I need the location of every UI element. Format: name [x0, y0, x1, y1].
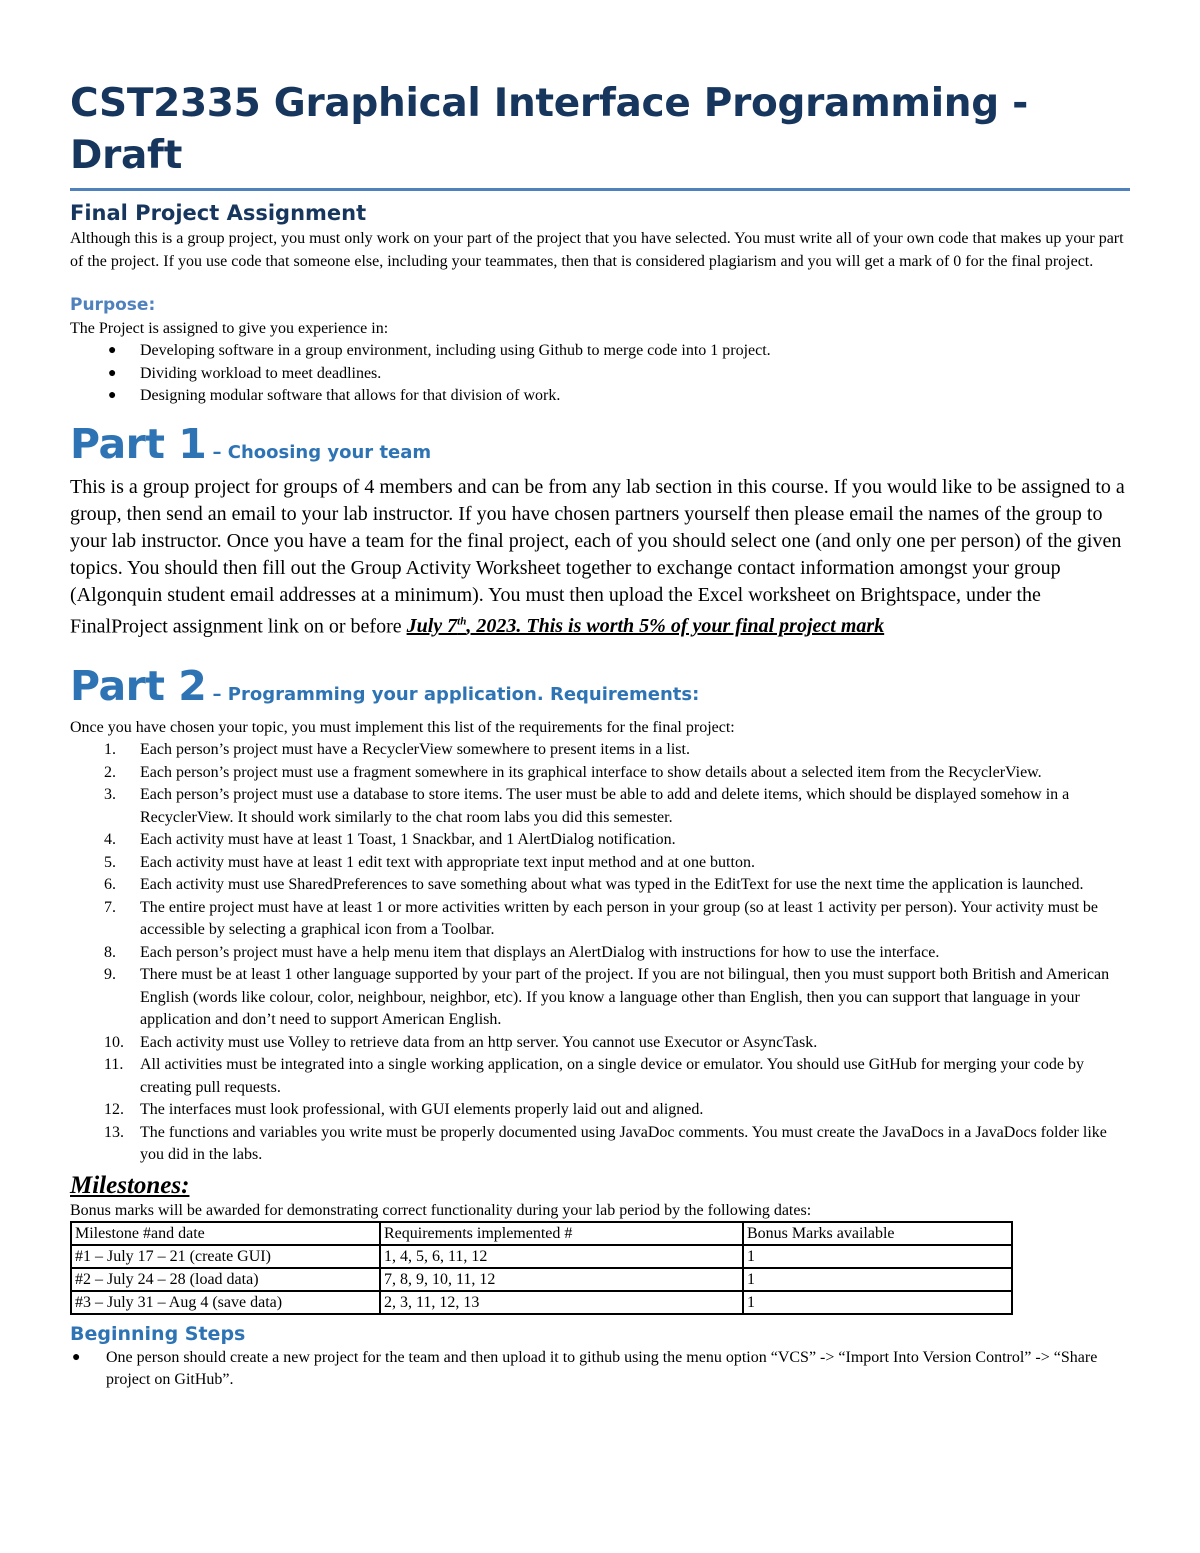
part2-label: Part 2: [70, 662, 207, 711]
requirements-list: [70, 739, 1130, 1167]
part1-deadline: July 7th, 2023. This is worth 5% of your final project mark: [406, 615, 885, 638]
list-item: 7. The entire project must have at least 1 or more activities written by each person in your group (so at least 1 activity per person). Your activity must be accessible by selecting a graphical icon from a Toolbar.: [104, 898, 1098, 939]
milestones-heading: Milestones:: [70, 1171, 190, 1199]
table-cell: #1 – July 17 – 21 (create GUI): [71, 1245, 380, 1268]
part2-subtitle: – Programming your application. Requirements:: [206, 684, 700, 706]
list-item: 1. Each person’s project must have a RecyclerView somewhere to present items in a list.: [104, 741, 690, 759]
list-item: ● Designing modular software that allows for that division of work.: [70, 385, 1130, 408]
list-item: 4. Each activity must have at least 1 Toast, 1 Snackbar, and 1 AlertDialog notification.: [104, 831, 676, 849]
table-cell: 1: [743, 1268, 1012, 1291]
purpose-lead: The Project is assigned to give you experience in:: [70, 320, 389, 337]
page-title: CST2335 Graphical Interface Programming - Draft: [70, 78, 1130, 191]
table-header-cell: Requirements implemented #: [380, 1222, 743, 1245]
table-cell: 1, 4, 5, 6, 11, 12: [380, 1245, 743, 1268]
bullet-icon: ●: [72, 1349, 81, 1365]
list-item: 12. The interfaces must look professional, with GUI elements properly laid out and aligned.: [104, 1101, 704, 1119]
table-row: [71, 1291, 1012, 1314]
purpose-list: [70, 340, 1130, 408]
part1-subtitle: – Choosing your team: [206, 441, 432, 463]
final-project-intro: Although this is a group project, you must only work on your part of the project that you have selected. You must write all of your own code that makes up your part of the project. If you use code that someone else, including your teammates, then that is considered plagiarism and you will get a mark of 0 for the final project.: [70, 230, 1124, 270]
bullet-icon: ●: [108, 365, 117, 381]
milestones-table: [70, 1221, 1013, 1315]
milestones-lead: Bonus marks will be awarded for demonstrating correct functionality during your lab period by the following dates:: [70, 1201, 812, 1219]
table-header-cell: Milestone #and date: [71, 1222, 380, 1245]
list-item: 11. All activities must be integrated into a single working application, on a single device or emulator. You should use GitHub for merging your code by creating pull requests.: [104, 1056, 1084, 1096]
list-item: 3. Each person’s project must use a database to store items. The user must be able to add and delete items, which should be displayed somehow in a RecyclerView. It should work similarly to the chat room labs you did this semester.: [104, 786, 1070, 826]
bullet-icon: ●: [108, 343, 117, 358]
table-cell: #3 – July 31 – Aug 4 (save data): [71, 1291, 380, 1314]
table-row: [71, 1245, 1012, 1268]
list-item: 8. Each person’s project must have a help menu item that displays an AlertDialog with instructions for how to use the interface.: [104, 943, 940, 961]
table-cell: 7, 8, 9, 10, 11, 12: [380, 1268, 743, 1291]
list-item: 5. Each activity must have at least 1 edit text with appropriate text input method and at one button.: [104, 853, 755, 871]
beginning-steps-list: [70, 1347, 1130, 1392]
part2-heading: [70, 658, 1130, 716]
list-item: 13. The functions and variables you write must be properly documented using JavaDoc comments. You must create the JavaDocs in a JavaDocs folder like you did in the labs.: [104, 1123, 1107, 1164]
part1-label: Part 1: [70, 419, 207, 468]
list-item: 10. Each activity must use Volley to retrieve data from an http server. You cannot use Executor or AsyncTask.: [104, 1033, 818, 1051]
table-header-row: [71, 1222, 1012, 1245]
purpose-heading: Purpose:: [70, 295, 156, 315]
list-item: 2. Each person’s project must use a fragment somewhere in its graphical interface to show details about a selected item from the RecyclerView.: [104, 763, 1042, 781]
list-item: ● Developing software in a group environment, including using Github to merge code into 1 project.: [70, 340, 1130, 363]
document-page: [70, 78, 1130, 1392]
list-item: 9. There must be at least 1 other language supported by your part of the project. If you are not bilingual, then you must support both British and American English (words like colour, color, neighbour, neighbor, etc). If you know a language other than English, then you can support that language in your application and don’t need to support American English.: [104, 966, 1110, 1029]
table-cell: 2, 3, 11, 12, 13: [380, 1291, 743, 1314]
list-item: ● One person should create a new project for the team and then upload it to github using the menu option “VCS” -> “Import Into Version Control” -> “Share project on GitHub”.: [72, 1348, 1098, 1389]
table-cell: 1: [743, 1245, 1012, 1268]
bullet-icon: ●: [108, 388, 117, 403]
table-cell: 1: [743, 1291, 1012, 1314]
table-cell: #2 – July 24 – 28 (load data): [71, 1268, 380, 1291]
table-row: [71, 1268, 1012, 1291]
part1-heading: [70, 416, 1130, 474]
beginning-steps-heading: Beginning Steps: [70, 1322, 246, 1345]
part1-paragraph: This is a group project for groups of 4 members and can be from any lab section in this course. If you would like to be assigned to a group, then send an email to your lab instructor. If you have chosen partners yourself then please email the names of the group to your lab instructor. Once you have a team for the final project, each of you should select one (and only one per person) of the given topics. You should then fill out the Group Activity Worksheet together to exchange contact information amongst your group (Algonquin student email addresses at a minimum). You must then upload the Excel worksheet on Brightspace, under the FinalProject assignment link on or before July 7th, 2023. This is worth 5% of your final project mark: [70, 475, 1125, 638]
final-project-heading: Final Project Assignment: [70, 201, 367, 225]
table-header-cell: Bonus Marks available: [743, 1222, 1012, 1245]
list-item: ● Dividing workload to meet deadlines.: [70, 363, 1130, 386]
list-item: 6. Each activity must use SharedPreferences to save something about what was typed in the EditText for use the next time the application is launched.: [104, 876, 1084, 894]
part2-lead: Once you have chosen your topic, you must implement this list of the requirements for the final project:: [70, 719, 735, 737]
